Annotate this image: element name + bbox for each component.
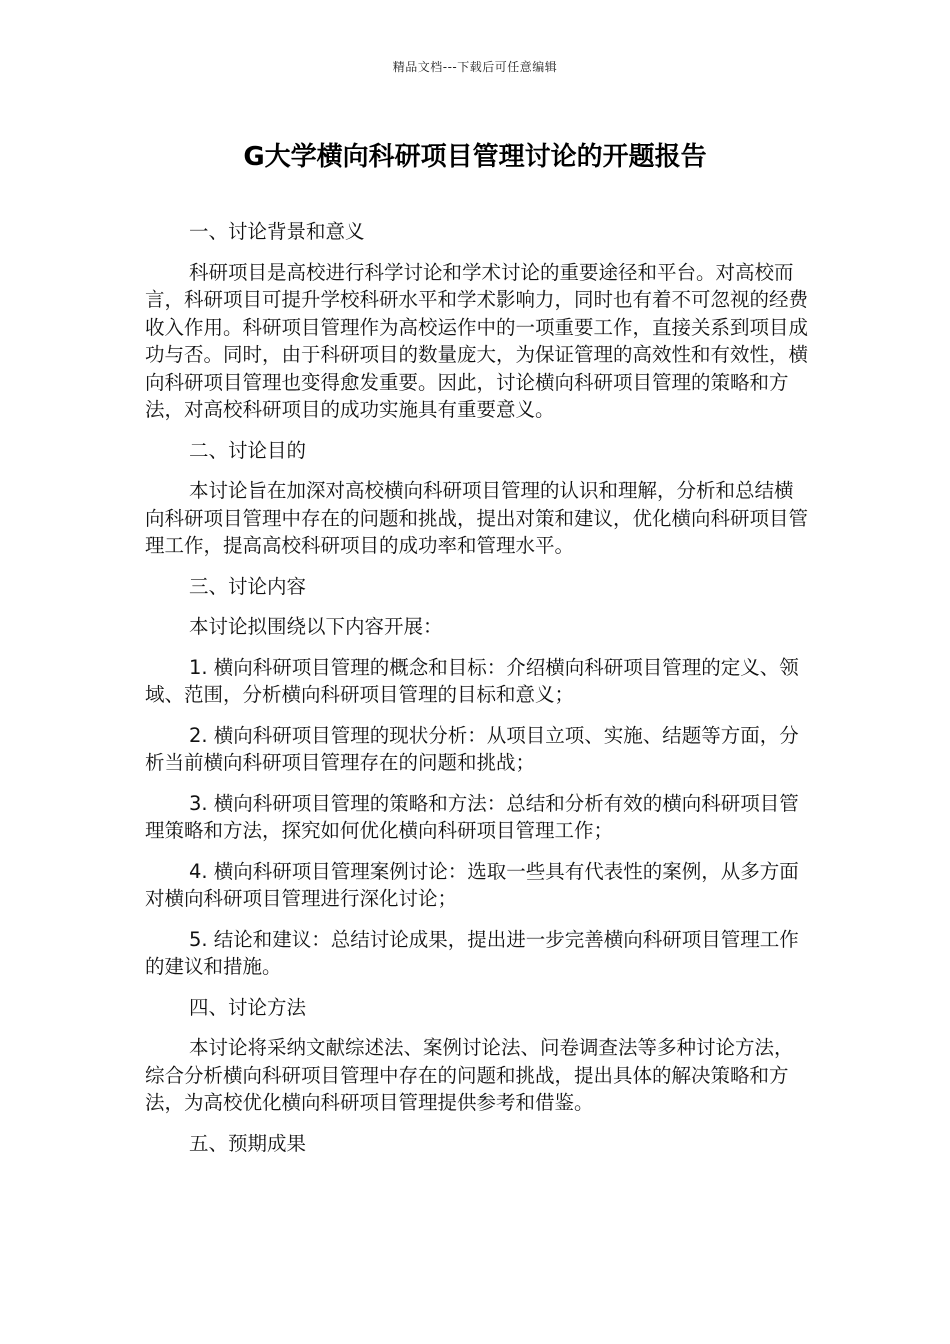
- paragraph-method: 本讨论将采纳文献综述法、案例讨论法、问卷调查法等多种讨论方法，综合分析横向科研项目管理中存在的问题和挑战，提出具体的解决策略和方法，为高校优化横向科研项目管理提供参考和借鉴。: [145, 1036, 794, 1114]
- section-heading-background: 一、讨论背景和意义: [189, 220, 365, 243]
- paragraph-purpose: 本讨论旨在加深对高校横向科研项目管理的认识和理解，分析和总结横向科研项目管理中存在的问题和挑战，提出对策和建议，优化横向科研项目管理工作，提高高校科研项目的成功率和管理水平。: [145, 479, 809, 557]
- paragraph-content-intro: 本讨论拟围绕以下内容开展：: [189, 615, 443, 638]
- list-item-content-3: 3. 横向科研项目管理的策略和方法：总结和分析有效的横向科研项目管理策略和方法，探究如何优化横向科研项目管理工作；: [145, 791, 799, 842]
- section-heading-outcomes: 五、预期成果: [189, 1131, 307, 1155]
- document-title: G大学横向科研项目管理讨论的开题报告: [243, 142, 707, 172]
- section-heading-method: 四、讨论方法: [189, 995, 307, 1019]
- page-header: 精品文档---下载后可任意编辑: [392, 60, 558, 74]
- section-heading-purpose: 二、讨论目的: [189, 438, 307, 462]
- list-item-content-5: 5. 结论和建议：总结讨论成果，提出进一步完善横向科研项目管理工作的建议和措施。: [145, 927, 799, 978]
- document-body: [145, 218, 811, 1170]
- list-item-content-4: 4. 横向科研项目管理案例讨论：选取一些具有代表性的案例，从多方面对横向科研项目管理进行深化讨论；: [145, 859, 799, 910]
- section-heading-content: 三、讨论内容: [189, 574, 307, 598]
- list-item-content-2: 2. 横向科研项目管理的现状分析：从项目立项、实施、结题等方面，分析当前横向科研项目管理存在的问题和挑战；: [145, 723, 799, 774]
- list-item-content-1: 1. 横向科研项目管理的概念和目标：介绍横向科研项目管理的定义、领域、范围，分析横向科研项目管理的目标和意义；: [145, 655, 799, 706]
- paragraph-background: 科研项目是高校进行科学讨论和学术讨论的重要途径和平台。对高校而言，科研项目可提升学校科研水平和学术影响力，同时也有着不可忽视的经费收入作用。科研项目管理作为高校运作中的一项重要工作，直接关系到项目成功与否。同时，由于科研项目的数量庞大，为保证管理的高效性和有效性，横向科研项目管理也变得愈发重要。因此，讨论横向科研项目管理的策略和方法，对高校科研项目的成功实施具有重要意义。: [145, 260, 809, 421]
